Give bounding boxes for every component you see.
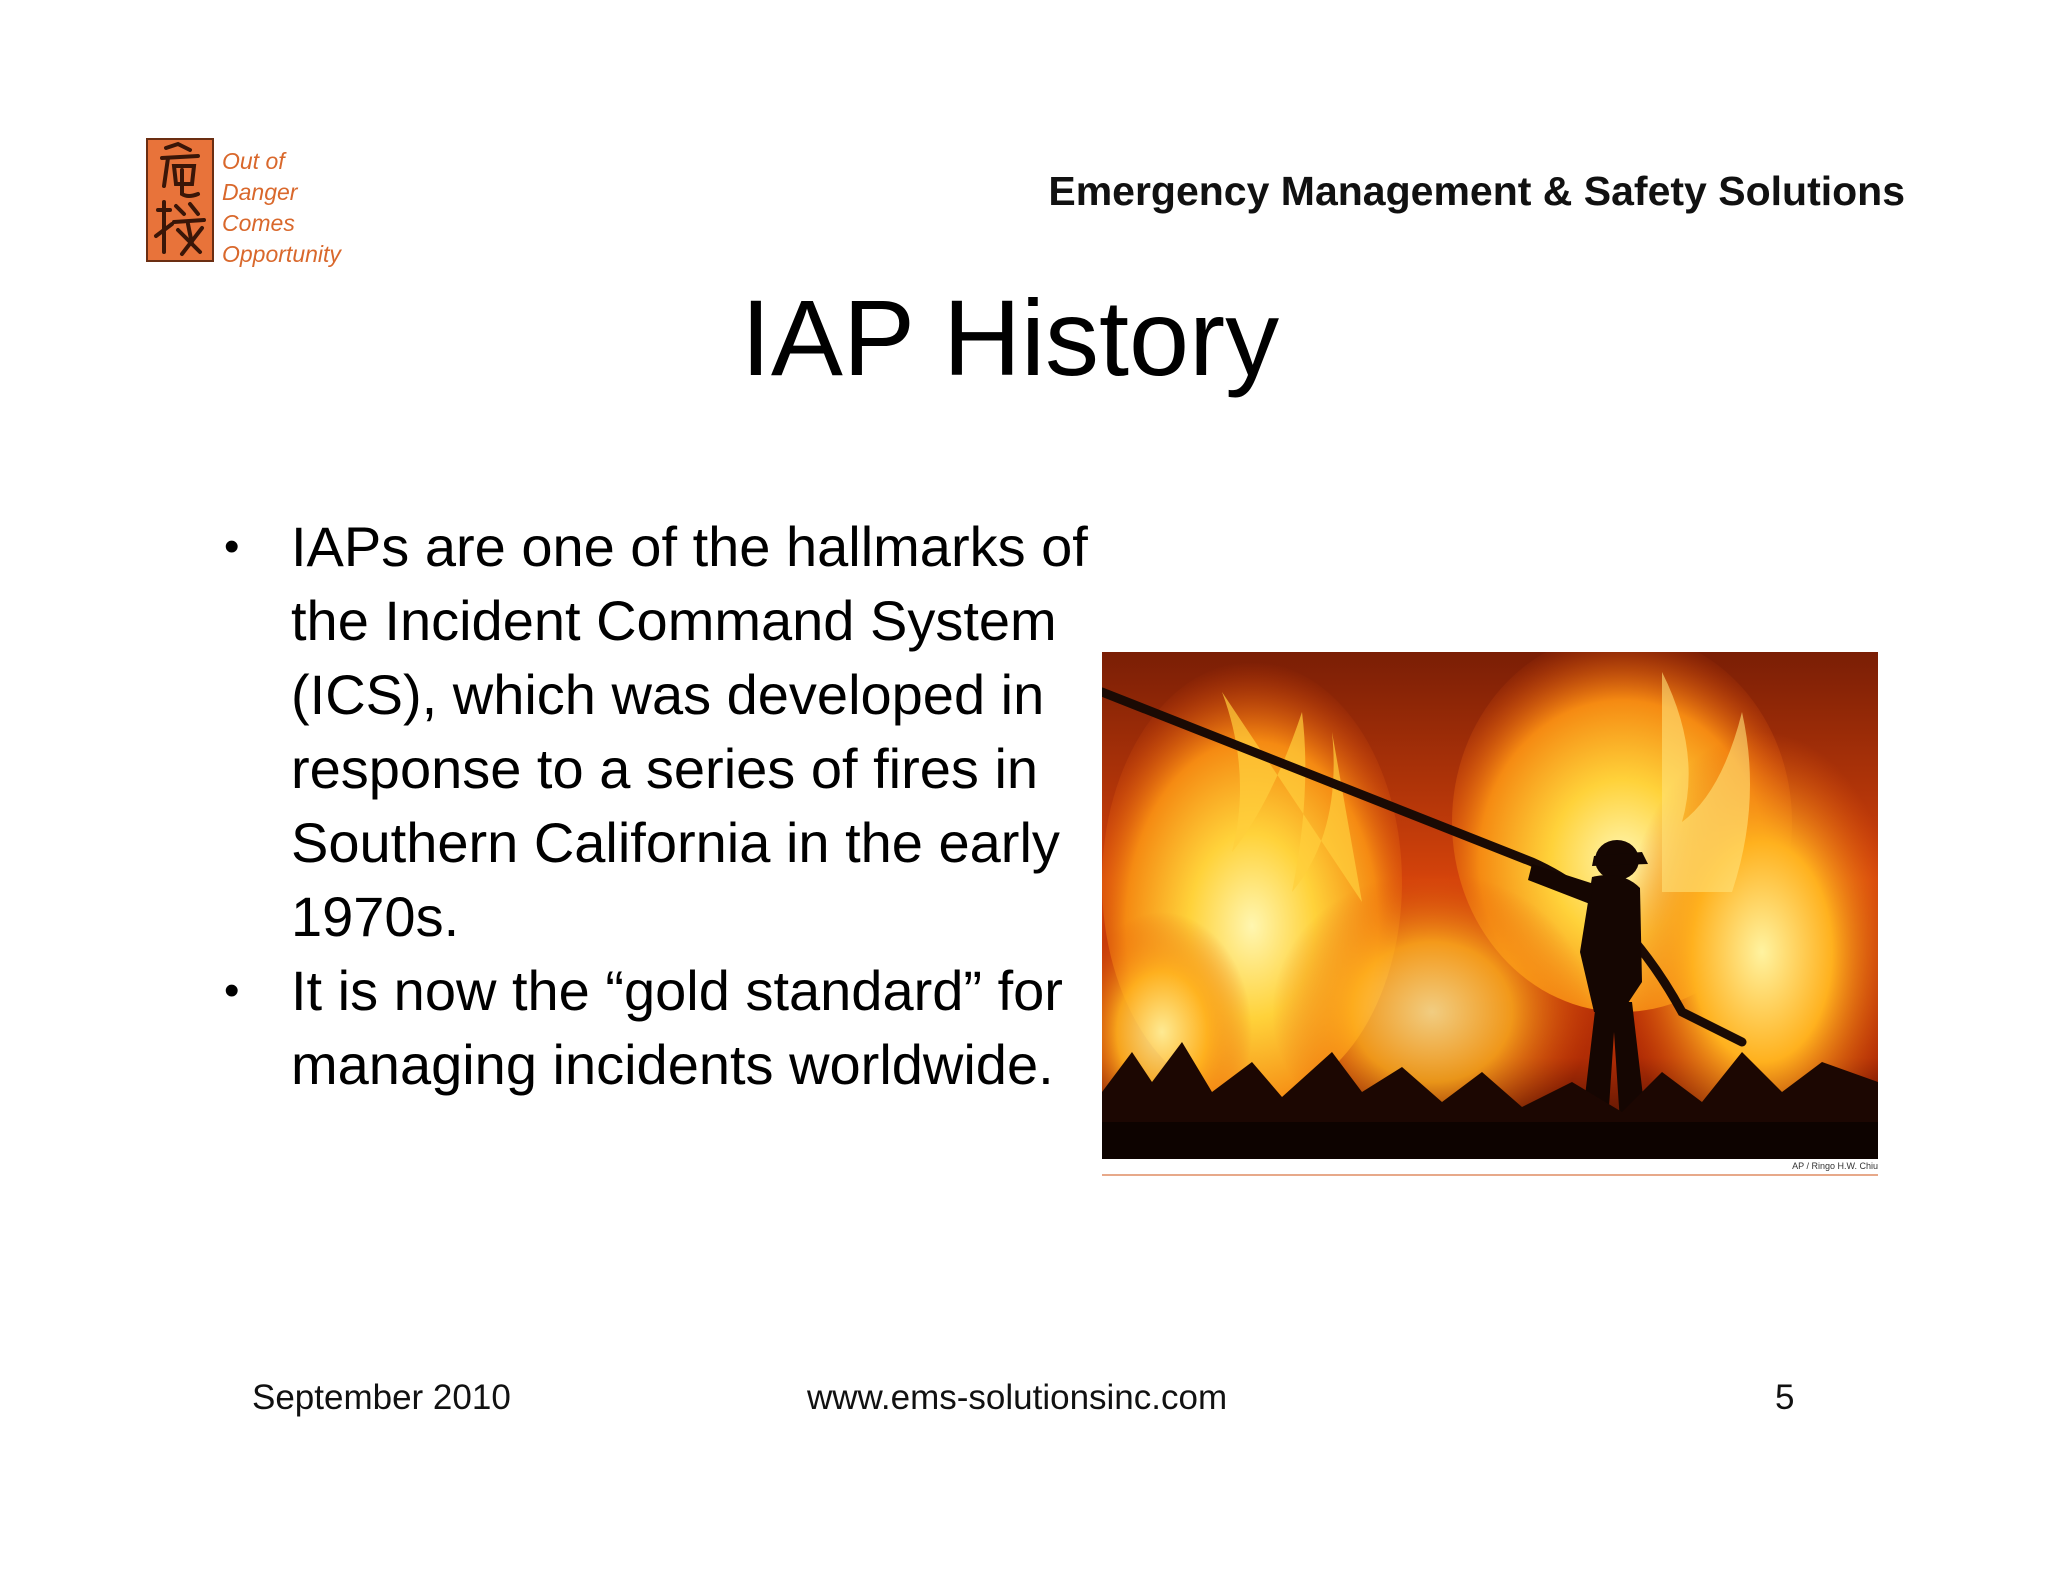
bullet-text: IAPs are one of the hallmarks of the Incident Command System (ICS), which was developed in response to a series of fires in Southern California in the early 1970s.: [291, 515, 1088, 948]
firefighter-photo: [1102, 652, 1878, 1159]
logo-mark-icon: [146, 138, 214, 262]
bullet-item: [214, 510, 1094, 954]
logo-tagline: [222, 146, 422, 270]
photo-credit: AP / Ringo H.W. Chiu: [1792, 1161, 1878, 1171]
header-title: Emergency Management & Safety Solutions: [1048, 168, 1905, 214]
logo-tagline-line: Comes: [222, 210, 295, 236]
bullet-dot-icon: •: [224, 522, 240, 571]
bullet-item: [214, 954, 1094, 1102]
bullet-text: It is now the “gold standard” for managing incidents worldwide.: [291, 959, 1063, 1096]
photo-divider: [1102, 1174, 1878, 1176]
bullet-dot-icon: •: [224, 966, 240, 1015]
logo-tagline-line: Out of: [222, 148, 285, 174]
footer-page-number: 5: [1775, 1378, 1795, 1417]
bullet-list: [214, 510, 1094, 1102]
logo-tagline-line: Danger: [222, 179, 298, 205]
logo-tagline-line: Opportunity: [222, 241, 341, 267]
footer-date: September 2010: [252, 1378, 511, 1417]
page-title: IAP History: [740, 277, 1280, 398]
footer-url[interactable]: www.ems-solutionsinc.com: [807, 1378, 1228, 1417]
page-title-wrapper: [0, 278, 2048, 398]
